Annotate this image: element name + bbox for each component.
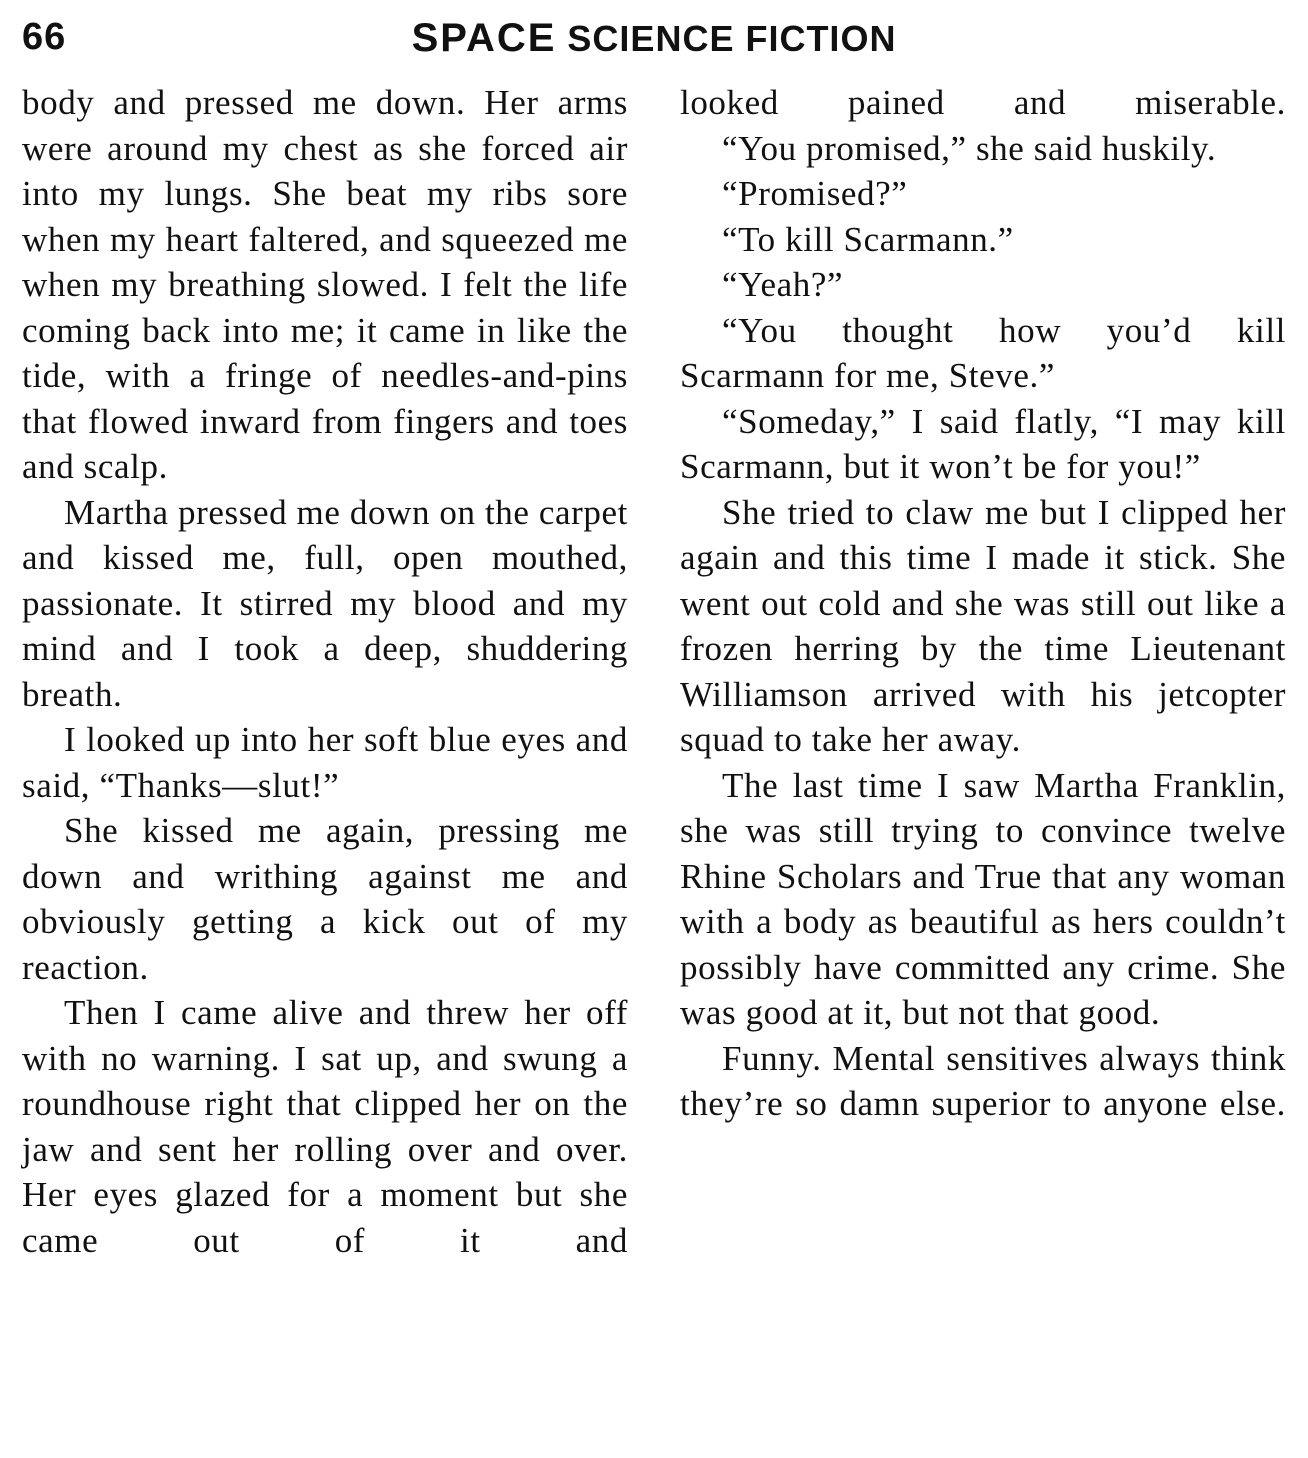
paragraph: I looked up into her soft blue eyes and said, “Thanks—slut!” — [22, 720, 628, 805]
running-head — [22, 16, 1286, 61]
paragraph: “Promised?” — [722, 174, 908, 213]
paragraph: “To kill Scarmann.” — [722, 219, 1014, 259]
paragraph: She tried to claw me but I clipped her again and this time I made it stick. She went out cold and she was still out like a frozen herring by the time Lieutenant Williamson arrived with his jetcopter squad to take her away. — [680, 492, 1286, 759]
magazine-title-main: SPACE — [411, 16, 557, 60]
paragraph: “Someday,” I said flatly, “I may kill Scarmann, but it won’t be for you!” — [680, 401, 1286, 486]
right-column — [680, 80, 1286, 1127]
paragraph: The last time I saw Martha Franklin, she was still trying to convince twelve Rhine Scholars and True that any woman with a body as beautiful as hers couldn’t possibly have committed any crime. She was good at it, but not that good. — [680, 765, 1286, 1032]
page-number: 66 — [22, 16, 67, 58]
paragraph: She kissed me again, pressing me down and writhing against me and obviously getting a kick out of my reaction. — [22, 811, 628, 987]
paragraph: “Yeah?” — [722, 265, 844, 304]
paragraph: body and pressed me down. Her arms were around my chest as she forced air into my lungs. She beat my ribs sore when my heart faltered, and squeezed me when my breathing slowed. I felt the life coming back into me; it came in like the tide, with a fringe of needles-and-pins that flowed inward from fingers and toes and scalp. — [22, 83, 628, 486]
paragraph: “You thought how you’d kill Scarmann for me, Steve.” — [680, 310, 1286, 395]
magazine-title-rest: SCIENCE FICTION — [567, 18, 897, 59]
page-header — [22, 14, 1286, 64]
left-column — [22, 80, 628, 1263]
paragraph: Funny. Mental sensitives always think they’re so damn superior to anyone else. — [680, 1038, 1286, 1123]
paragraph: “You promised,” she said huskily. — [722, 128, 1217, 168]
paragraph: Then I came alive and threw her off with no warning. I sat up, and swung a roundhouse right that clipped her on the jaw and sent her rolling over and over. Her eyes glazed for a moment but she came out of it and — [22, 993, 628, 1260]
paragraph: looked pained and miserable. — [680, 83, 1286, 122]
paragraph: Martha pressed me down on the carpet and kissed me, full, open mouthed, passionate. It stirred my blood and my mind and I took a deep, shuddering breath. — [22, 492, 628, 714]
